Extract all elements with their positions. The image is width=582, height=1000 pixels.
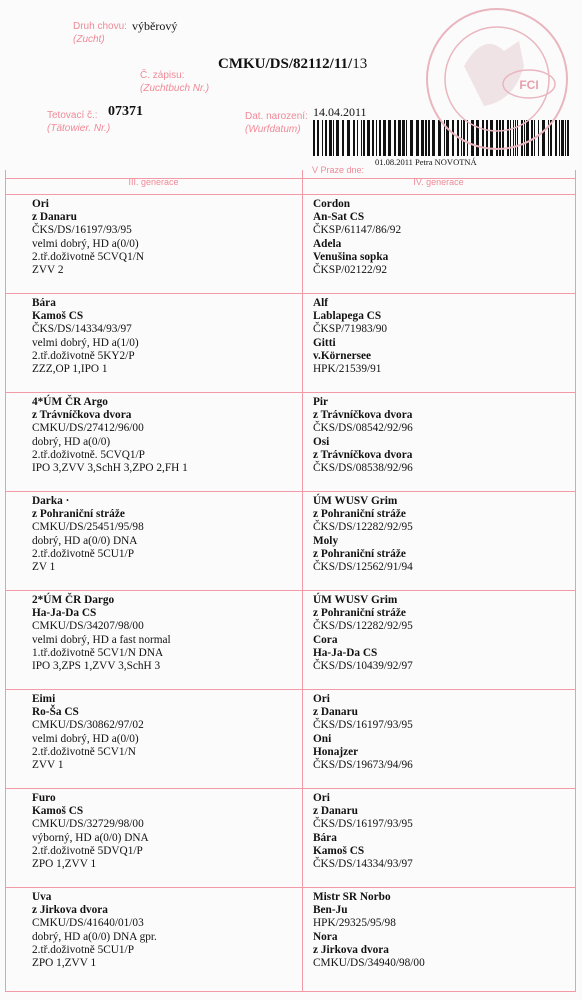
barcode-bar	[388, 120, 391, 156]
barcode-bar	[322, 120, 323, 156]
barcode-bar	[361, 120, 362, 156]
dog-detail-line: ČKSP/61147/86/92	[313, 224, 402, 237]
dog-detail-line: 2.tř.doživotně. 5CVQ1/P	[32, 448, 145, 461]
iii-generation-cell	[32, 594, 171, 673]
barcode-bar	[353, 120, 355, 156]
dog-name-line: z Danaru	[313, 706, 358, 719]
iv-generation-header: IV. generace	[413, 177, 464, 187]
iv-generation-cell	[313, 198, 401, 277]
dog-detail-line: 2.tř.doživotně 5KY2/P	[32, 349, 135, 362]
dog-detail-line: výborný, HD a(0/0) DNA	[32, 831, 149, 844]
barcode-bar	[329, 120, 332, 156]
barcode-bar	[347, 120, 350, 156]
dog-name-line: Kamoš CS	[32, 805, 84, 818]
grid-row-separator	[5, 392, 576, 393]
dog-name-line: z Trávníčkova dvora	[313, 448, 413, 461]
dog-name-line: An-Sat CS	[313, 211, 365, 224]
dog-detail-line: CMKU/DS/27412/96/00	[32, 422, 144, 435]
iv-generation-cell	[313, 594, 413, 673]
grid-row-separator	[5, 590, 576, 591]
barcode-bar	[333, 120, 334, 156]
zapis-label-cz: Č. zápisu:	[140, 70, 185, 81]
v-praze-label: V Praze dne:	[312, 165, 365, 175]
dog-detail-line: ČKS/DS/14334/93/97	[313, 858, 413, 871]
dog-name-line: Ori	[313, 792, 330, 804]
dog-detail-line: dobrý, HD a(0/0) DNA	[32, 534, 138, 547]
dog-detail-line: ZPO 1,ZVV 1	[32, 957, 97, 970]
dog-detail-line: ZVV 1	[32, 759, 64, 772]
dog-name-line: Kamoš CS	[313, 844, 365, 857]
dog-name-line: Alf	[313, 297, 329, 309]
barcode-bar	[383, 120, 386, 156]
dog-detail-line: ZV 1	[32, 561, 56, 574]
fci-stamp	[424, 6, 570, 152]
iii-generation-cell	[32, 396, 188, 475]
dog-name-line: v.Körnersee	[313, 349, 372, 362]
iii-generation-cell	[32, 693, 144, 772]
barcode-bar	[317, 120, 319, 156]
iii-generation-cell	[32, 891, 157, 970]
dog-detail-line: 1.tř.doživotně 5CV1/N DNA	[32, 646, 164, 659]
tetovaci-label-cz: Tetovací č.:	[47, 110, 98, 121]
dog-name-line: Moly	[313, 534, 339, 547]
dog-detail-line: CMKU/DS/34207/98/00	[32, 620, 144, 633]
dog-detail-line: ZVV 2	[32, 264, 64, 277]
grid-row-separator	[5, 887, 576, 888]
grid-bottom-line	[5, 991, 576, 992]
narozeni-label-de: (Wurfdatum)	[245, 124, 301, 135]
dog-name-line: Cordon	[313, 198, 351, 210]
dog-name-line: z Pohraniční stráže	[313, 547, 406, 560]
dog-name-line: Bára	[32, 297, 56, 309]
barcode-bar	[398, 120, 401, 156]
druh-chovu-label-cz: Druh chovu:	[73, 21, 127, 32]
grid-header-line	[5, 194, 576, 195]
narozeni-value: 14.04.2011	[313, 105, 367, 119]
dog-detail-line: CMKU/DS/41640/01/03	[32, 917, 144, 930]
dog-name-line: z Pohraniční stráže	[313, 508, 406, 521]
dog-detail-line: HPK/29325/95/98	[313, 917, 396, 930]
dog-name-line: z Jirkova dvora	[313, 943, 389, 956]
dog-detail-line: velmi dobrý, HD a(0/0)	[32, 732, 139, 745]
iii-generation-cell	[32, 297, 139, 376]
barcode-bar	[394, 120, 396, 156]
dog-detail-line: ČKSP/02122/92	[313, 264, 388, 277]
barcode-bar	[367, 120, 370, 156]
dog-detail-line: ČKS/DS/12282/92/95	[313, 521, 413, 534]
issue-line: 01.08.2011 Petra NOVOTNÁ	[375, 157, 477, 167]
grid-row-separator	[5, 491, 576, 492]
dog-name-line: Ori	[313, 693, 330, 705]
dog-name-line: Ha-Ja-Da CS	[313, 646, 378, 659]
grid-row-separator	[5, 293, 576, 294]
dog-detail-line: CMKU/DS/30862/97/02	[32, 719, 144, 732]
dog-name-line: ÚM WUSV Grim	[313, 495, 398, 507]
dog-name-line: Ro-Ša CS	[32, 706, 79, 719]
dog-name-line: Cora	[313, 633, 338, 646]
dog-detail-line: 2.tř.doživotně 5DVQ1/P	[32, 844, 143, 857]
barcode-bar	[325, 120, 327, 156]
dog-name-line: Gitti	[313, 336, 336, 349]
barcode-bar	[402, 120, 405, 156]
dog-name-line: z Danaru	[313, 805, 358, 818]
dog-detail-line: ČKS/DS/14334/93/97	[32, 323, 132, 336]
barcode-bar	[313, 120, 315, 156]
zapis-label	[140, 69, 209, 95]
tetovaci-value: 07371	[108, 104, 143, 119]
dog-name-line: Eimi	[32, 693, 56, 705]
zapis-value: CMKU/DS/82112/11/	[218, 56, 353, 72]
dog-detail-line: ČKS/DS/12562/91/94	[313, 561, 413, 574]
dog-name-line: ÚM WUSV Grim	[313, 594, 398, 606]
barcode-bar	[342, 120, 344, 156]
druh-chovu-value: výběrový	[132, 19, 178, 33]
dog-name-line: z Pohraniční stráže	[313, 607, 406, 620]
dog-detail-line: IPO 3,ZVV 3,SchH 3,ZPO 2,FH 1	[32, 462, 188, 475]
dog-detail-line: HPK/21539/91	[313, 363, 382, 376]
dog-name-line: Mistr SR Norbo	[313, 891, 391, 903]
druh-chovu-label-de: (Zucht)	[73, 34, 105, 45]
iv-generation-cell	[313, 792, 413, 871]
barcode-bar	[410, 120, 413, 156]
dog-name-line: z Pohraniční stráže	[32, 508, 125, 521]
iv-generation-cell	[313, 495, 413, 574]
dog-name-line: z Jirkova dvora	[32, 904, 108, 917]
dog-detail-line: 2.tř.doživotně 5CVQ1/N	[32, 250, 145, 263]
dog-name-line: Darka ·	[32, 495, 70, 507]
dog-name-line: Lablapega CS	[313, 310, 382, 323]
dog-detail-line: ČKS/DS/16197/93/95	[32, 224, 132, 237]
dog-name-line: Adela	[313, 237, 342, 250]
dog-detail-line: ČKS/DS/08542/92/96	[313, 422, 413, 435]
zapis-label-de: (Zuchtbuch Nr.)	[140, 83, 210, 94]
grid-row-separator	[5, 788, 576, 789]
dog-name-line: Honajzer	[313, 745, 359, 758]
dog-name-line: Pir	[313, 396, 329, 408]
dog-detail-line: CMKU/DS/34940/98/00	[313, 957, 425, 970]
dog-detail-line: ČKS/DS/08538/92/96	[313, 462, 413, 475]
dog-detail-line: velmi dobrý, HD a fast normal	[32, 633, 171, 646]
druh-chovu-label	[73, 20, 127, 46]
barcode-bar	[363, 120, 365, 156]
dog-detail-line: ČKS/DS/10439/92/97	[313, 660, 413, 673]
iii-generation-cell	[32, 198, 144, 277]
iii-generation-cell	[32, 495, 144, 574]
dog-name-line: Osi	[313, 435, 330, 448]
dog-name-line: Oni	[313, 732, 332, 745]
dog-name-line: Bára	[313, 831, 337, 844]
barcode-bar	[357, 120, 358, 156]
tetovaci-label-de: (Tätowier. Nr.)	[47, 123, 111, 134]
dog-detail-line: 2.tř.doživotně 5CV1/N	[32, 745, 136, 758]
dog-name-line: Furo	[32, 792, 56, 804]
dog-name-line: Ben-Ju	[313, 904, 348, 917]
dog-detail-line: ČKS/DS/19673/94/96	[313, 759, 413, 772]
iv-generation-cell	[313, 396, 413, 475]
dog-detail-line: ČKS/DS/16197/93/95	[313, 818, 413, 831]
dog-detail-line: ČKS/DS/16197/93/95	[313, 719, 413, 732]
barcode-bar	[406, 120, 407, 156]
dog-name-line: Ha-Ja-Da CS	[32, 607, 97, 620]
grid-row-separator	[5, 689, 576, 690]
iii-generation-header: III. generace	[128, 177, 179, 187]
dog-name-line: 2*ÚM ČR Dargo	[32, 594, 115, 606]
dog-name-line: Venušina sopka	[313, 250, 389, 263]
dog-name-line: Nora	[313, 930, 338, 943]
dog-detail-line: ČKS/DS/12282/92/95	[313, 620, 413, 633]
narozeni-label	[245, 110, 308, 136]
dog-name-line: z Danaru	[32, 211, 77, 224]
dog-detail-line: ZPO 1,ZVV 1	[32, 858, 97, 871]
barcode-bar	[372, 120, 374, 156]
barcode-bar	[379, 120, 381, 156]
dog-name-line: Ori	[32, 198, 49, 210]
dog-detail-line: CMKU/DS/32729/98/00	[32, 818, 144, 831]
iii-generation-cell	[32, 792, 149, 871]
dog-detail-line: CMKU/DS/25451/95/98	[32, 521, 144, 534]
dog-name-line: z Trávníčkova dvora	[313, 409, 413, 422]
iv-generation-cell	[313, 693, 413, 772]
dog-detail-line: 2.tř.doživotně 5CU1/P	[32, 547, 134, 560]
dog-detail-line: velmi dobrý, HD a(0/0)	[32, 237, 139, 250]
zapis-number	[218, 56, 367, 73]
iv-generation-cell	[313, 297, 387, 376]
dog-detail-line: velmi dobrý, HD a(1/0)	[32, 336, 139, 349]
dog-name-line: Uva	[32, 891, 52, 903]
dog-detail-line: ZZZ,OP 1,IPO 1	[32, 363, 108, 376]
dog-name-line: 4*ÚM ČR Argo	[32, 396, 108, 408]
zapis-suffix: 13	[352, 56, 368, 72]
iv-generation-cell	[313, 891, 425, 970]
barcode-bar	[376, 120, 377, 156]
narozeni-label-cz: Dat. narození:	[245, 111, 308, 122]
tetovaci-label	[47, 109, 110, 135]
dog-name-line: z Trávníčkova dvora	[32, 409, 132, 422]
dog-detail-line: IPO 3,ZPS 1,ZVV 3,SchH 3	[32, 660, 161, 673]
dog-detail-line: dobrý, HD a(0/0) DNA gpr.	[32, 930, 157, 943]
barcode-bar	[336, 120, 339, 156]
dog-detail-line: ČKSP/71983/90	[313, 323, 388, 336]
barcode-bar	[416, 120, 419, 156]
dog-detail-line: 2.tř.doživotně 5CU1/P	[32, 943, 134, 956]
dog-detail-line: dobrý, HD a(0/0)	[32, 435, 111, 448]
fci-stamp-text: FCI	[519, 78, 539, 92]
dog-name-line: Kamoš CS	[32, 310, 84, 323]
